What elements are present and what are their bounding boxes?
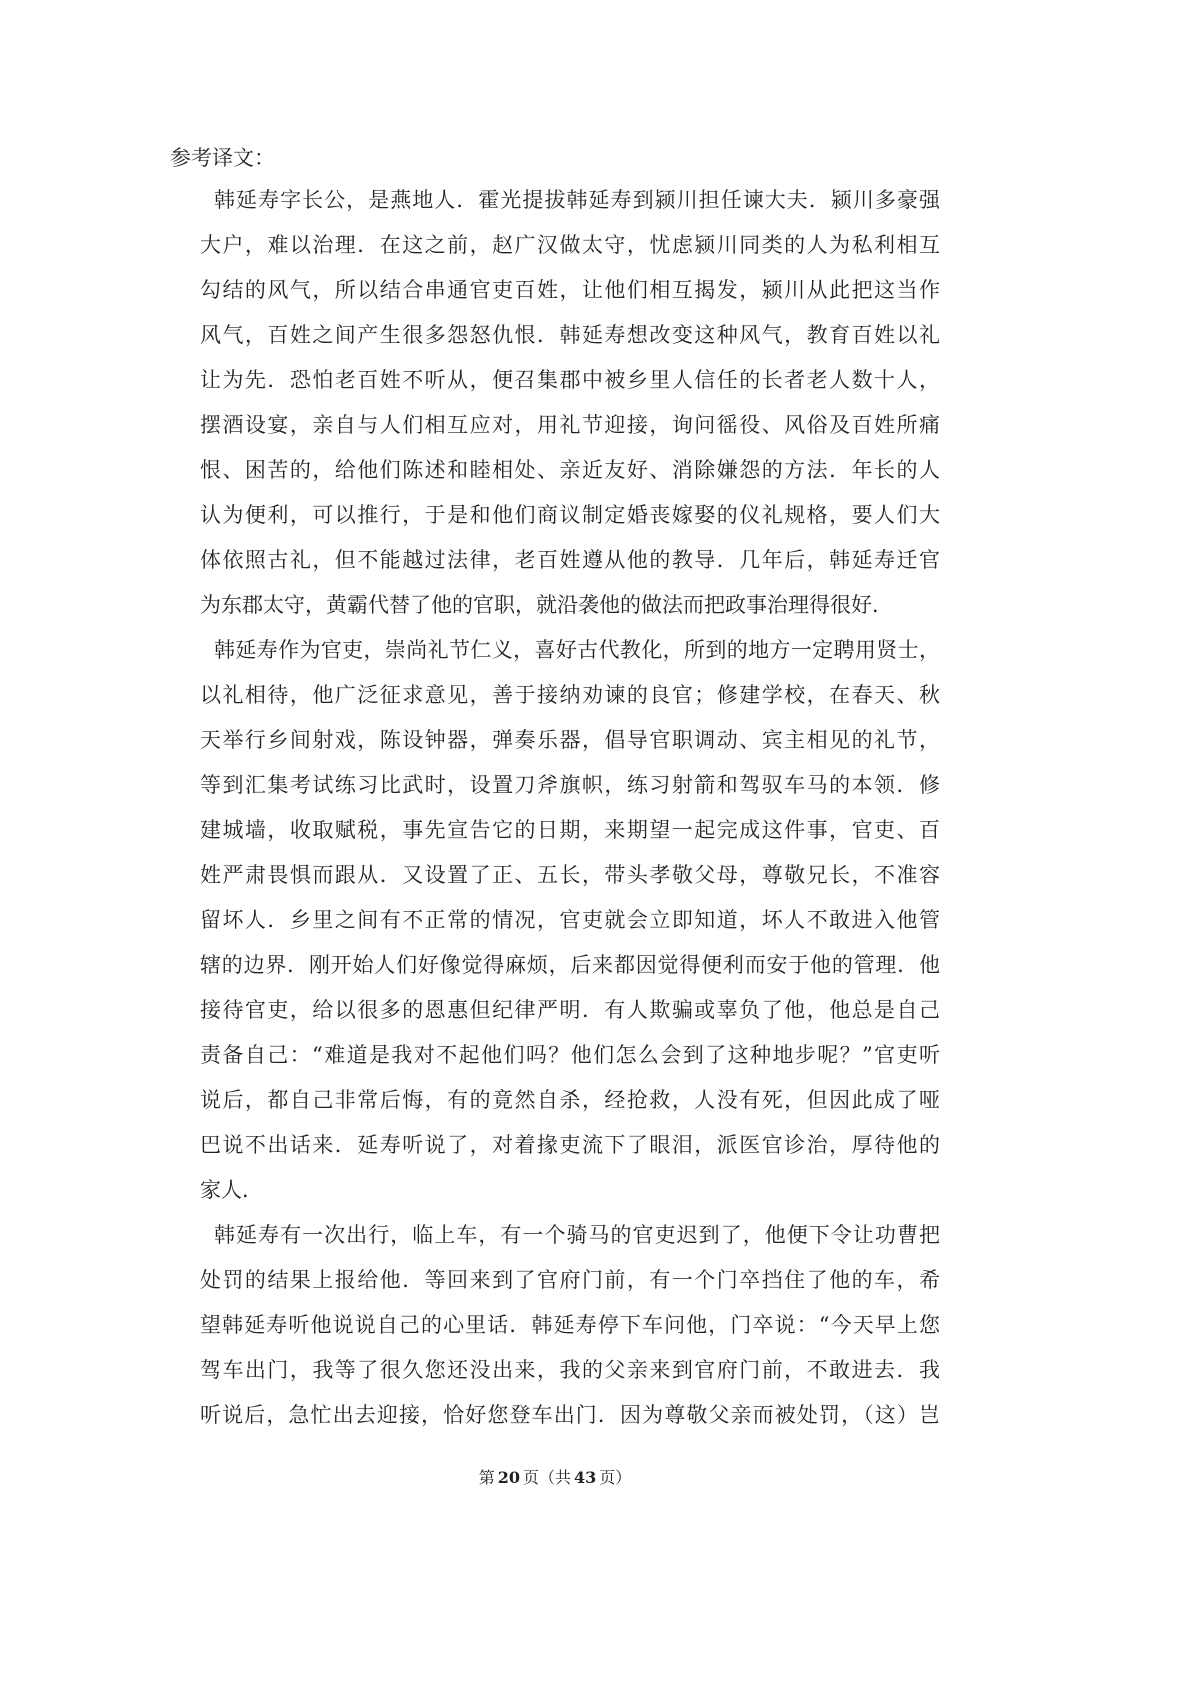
paragraph-line: 韩延寿字长公，是燕地人．霍光提拔韩延寿到颍川担任谏大夫．颍川多豪强 — [214, 188, 940, 212]
paragraph-line: 风气，百姓之间产生很多怨怒仇恨．韩延寿想改变这种风气，教育百姓以礼 — [200, 323, 940, 347]
total-page-count: 43 — [574, 1468, 597, 1487]
paragraph-line: 勾结的风气，所以结合串通官吏百姓，让他们相互揭发，颍川从此把这当作 — [200, 278, 940, 302]
paragraph-1 — [200, 178, 940, 628]
paragraph-line: 为东郡太守，黄霸代替了他的官职，就沿袭他的做法而把政事治理得很好． — [200, 593, 893, 617]
footer-middle: 页（共 — [522, 1468, 571, 1487]
current-page-number: 20 — [497, 1468, 520, 1487]
paragraph-line: 听说后，急忙出去迎接，恰好您登车出门．因为尊敬父亲而被处罚，（这）岂 — [200, 1403, 940, 1427]
footer-prefix: 第 — [478, 1468, 495, 1487]
paragraph-line: 天举行乡间射戏，陈设钟器，弹奏乐器，倡导官职调动、宾主相见的礼节， — [200, 728, 940, 752]
paragraph-line: 韩延寿作为官吏，崇尚礼节仁义，喜好古代教化，所到的地方一定聘用贤士， — [214, 638, 940, 662]
paragraph-3 — [200, 1213, 940, 1438]
paragraph-line: 韩延寿有一次出行，临上车，有一个骑马的官吏迟到了，他便下令让功曹把 — [214, 1223, 940, 1247]
paragraph-line: 接待官吏，给以很多的恩惠但纪律严明．有人欺骗或辜负了他，他总是自己 — [200, 998, 940, 1022]
footer-suffix: 页） — [599, 1468, 632, 1487]
paragraph-line: 让为先．恐怕老百姓不听从，便召集郡中被乡里人信任的长者老人数十人， — [200, 368, 940, 392]
paragraph-line: 等到汇集考试练习比武时，设置刀斧旗帜，练习射箭和驾驭车马的本领．修 — [200, 773, 940, 797]
paragraph-line: 大户，难以治理．在这之前，赵广汉做太守，忧虑颍川同类的人为私利相互 — [200, 233, 940, 257]
paragraph-line: 恨、困苦的，给他们陈述和睦相处、亲近友好、消除嫌怨的方法．年长的人 — [200, 458, 940, 482]
page-footer — [0, 1466, 1110, 1490]
paragraph-line: 巴说不出话来．延寿听说了，对着掾吏流下了眼泪，派医官诊治，厚待他的 — [200, 1133, 940, 1157]
paragraph-line: 认为便利，可以推行，于是和他们商议制定婚丧嫁娶的仪礼规格，要人们大 — [200, 503, 940, 527]
paragraph-line: 责备自己：“难道是我对不起他们吗？他们怎么会到了这种地步呢？”官吏听 — [200, 1043, 940, 1067]
paragraph-line: 处罚的结果上报给他．等回来到了官府门前，有一个门卒挡住了他的车，希 — [200, 1268, 940, 1292]
paragraph-line: 望韩延寿听他说说自己的心里话．韩延寿停下车问他，门卒说：“今天早上您 — [200, 1313, 940, 1337]
paragraph-line: 留坏人．乡里之间有不正常的情况，官吏就会立即知道，坏人不敢进入他管 — [200, 908, 940, 932]
paragraph-line: 说后，都自己非常后悔，有的竟然自杀，经抢救，人没有死，但因此成了哑 — [200, 1088, 940, 1112]
paragraph-line: 辖的边界．刚开始人们好像觉得麻烦，后来都因觉得便利而安于他的管理．他 — [200, 953, 940, 977]
translation-text — [200, 178, 940, 1438]
paragraph-line: 家人． — [200, 1178, 263, 1202]
paragraph-2 — [200, 628, 940, 1213]
paragraph-line: 以礼相待，他广泛征求意见，善于接纳劝谏的良官；修建学校，在春天、秋 — [200, 683, 940, 707]
section-heading: 参考译文： — [170, 146, 275, 170]
paragraph-line: 姓严肃畏惧而跟从．又设置了正、五长，带头孝敬父母，尊敬兄长，不准容 — [200, 863, 940, 887]
paragraph-line: 体依照古礼，但不能越过法律，老百姓遵从他的教导．几年后，韩延寿迁官 — [200, 548, 940, 572]
paragraph-line: 驾车出门，我等了很久您还没出来，我的父亲来到官府门前，不敢进去．我 — [200, 1358, 940, 1382]
paragraph-line: 摆酒设宴，亲自与人们相互应对，用礼节迎接，询问徭役、风俗及百姓所痛 — [200, 413, 940, 437]
paragraph-line: 建城墙，收取赋税，事先宣告它的日期，来期望一起完成这件事，官吏、百 — [200, 818, 940, 842]
